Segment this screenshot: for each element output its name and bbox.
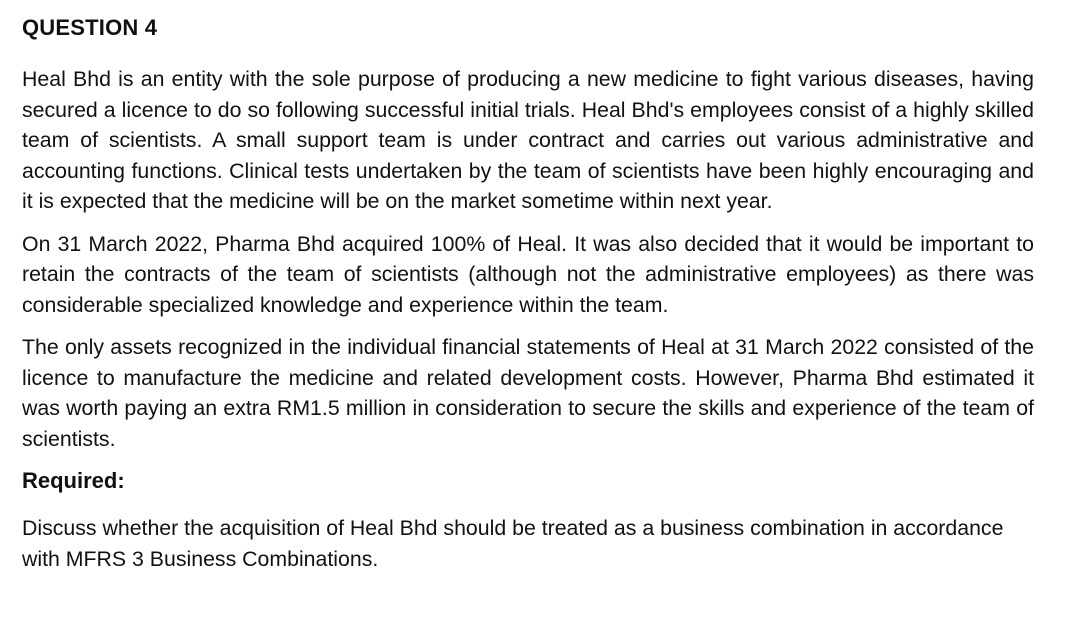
question-heading: QUESTION 4 (22, 15, 158, 40)
required-label: Required: (22, 468, 125, 493)
paragraph-acquisition: On 31 March 2022, Pharma Bhd acquired 100% of Heal. It was also decided that it would be important to retain the contracts of the team of scientists (although not the administrative employees) as there was considerable specialized knowledge and experience within the team. (22, 231, 1034, 317)
question-document (22, 14, 1034, 586)
paragraph-company-background: Heal Bhd is an entity with the sole purpose of producing a new medicine to fight various diseases, having secured a licence to do so following successful initial trials. Heal Bhd's employees consist of a highly skilled team of scientists. A small support team is under contract and carries out various administrative and accounting functions. Clinical tests undertaken by the team of scientists have been highly encouraging and it is expected that the medicine will be on the market sometime within next year. (22, 67, 1034, 213)
paragraph-assets: The only assets recognized in the individual financial statements of Heal at 31 March 2022 consisted of the licence to manufacture the medicine and related development costs. However, Pharma Bhd estimated it was worth paying an extra RM1.5 million in consideration to secure the skills and experience of the team of scientists. (22, 335, 1034, 451)
required-task-text: Discuss whether the acquisition of Heal Bhd should be treated as a business combination in accordance with MFRS 3 Business Combinations. (22, 516, 1004, 571)
